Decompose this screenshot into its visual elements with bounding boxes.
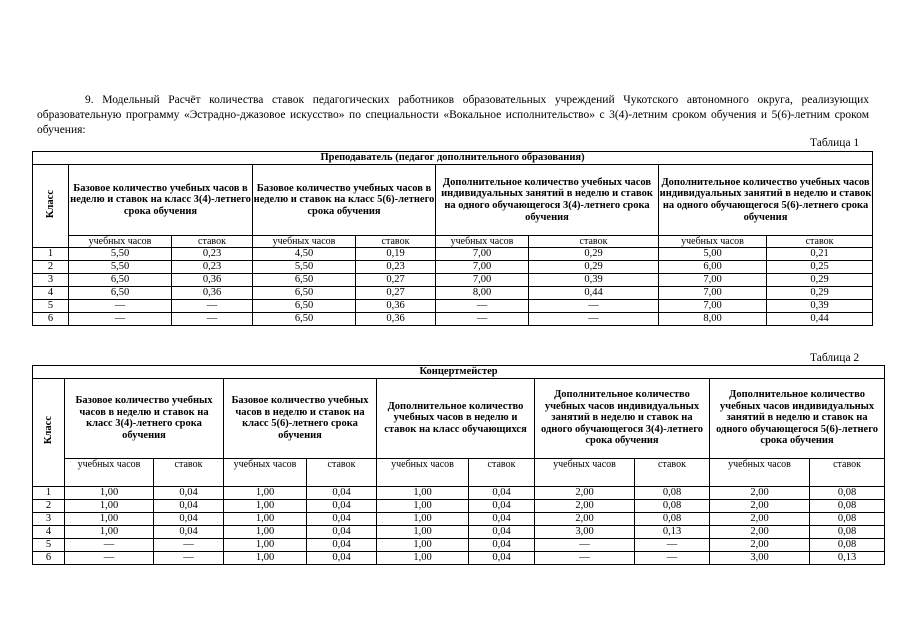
value-cell: 0,25 [767,261,873,274]
value-cell: 0,04 [469,499,535,512]
value-cell: 6,00 [659,261,767,274]
table2-group-header: Базовое количество учебных часов в неделю и ставок на класс 5(6)-летнего срока обучения [224,378,377,458]
value-cell: 0,39 [529,274,659,287]
value-cell: 1,00 [65,499,154,512]
value-cell: 0,21 [767,248,873,261]
table-row [33,261,873,274]
table1-group-header: Базовое количество учебных часов в неделю и ставок на класс 5(6)-летнего срока обучения [253,165,436,236]
table2-group-header: Дополнительное количество учебных часов индивидуальных занятий в неделю и ставок на одного обучающегося 3(4)-летнего срока обучения [535,378,710,458]
value-cell: 2,00 [710,499,810,512]
table1-sub-rates: ставок [767,236,873,248]
value-cell: 0,27 [356,274,436,287]
value-cell: — [529,313,659,326]
value-cell: 1,00 [377,525,469,538]
value-cell: 0,13 [810,551,885,564]
value-cell: 2,00 [535,486,635,499]
value-cell: 6,50 [253,313,356,326]
table-row [33,551,885,564]
value-cell: 0,36 [356,313,436,326]
value-cell: — [529,300,659,313]
value-cell: 6,50 [69,287,172,300]
value-cell: 0,29 [529,261,659,274]
class-number-cell: 4 [33,525,65,538]
value-cell: 0,04 [307,551,377,564]
value-cell: 7,00 [659,287,767,300]
value-cell: — [436,300,529,313]
table2-group-header: Дополнительное количество учебных часов в неделю и ставок на класс обучающихся [377,378,535,458]
value-cell: — [436,313,529,326]
value-cell: 2,00 [535,512,635,525]
table1-sub-rates: ставок [172,236,253,248]
table1-sub-rates: ставок [529,236,659,248]
value-cell: 2,00 [710,525,810,538]
value-cell: 2,00 [710,486,810,499]
value-cell: 1,00 [377,486,469,499]
value-cell: — [172,300,253,313]
value-cell: 6,50 [253,300,356,313]
value-cell: 3,00 [535,525,635,538]
value-cell: — [154,551,224,564]
value-cell: 0,04 [469,538,535,551]
value-cell: 0,36 [172,274,253,287]
value-cell: 0,08 [810,538,885,551]
table1-class-label: Класс [44,190,56,219]
value-cell: — [535,538,635,551]
value-cell: 1,00 [65,486,154,499]
value-cell: 8,00 [436,287,529,300]
class-number-cell: 5 [33,538,65,551]
table-row [33,300,873,313]
value-cell: 7,00 [436,274,529,287]
table2-class-header [33,378,65,486]
table-accompanist [32,365,885,565]
value-cell: 4,50 [253,248,356,261]
value-cell: 8,00 [659,313,767,326]
table1-sub-hours: учебных часов [69,236,172,248]
table1-sub-rates: ставок [356,236,436,248]
value-cell: 1,00 [224,525,307,538]
value-cell: 1,00 [377,551,469,564]
value-cell: 0,27 [356,287,436,300]
value-cell: 0,04 [469,486,535,499]
table1-group-header: Дополнительное количество учебных часов индивидуальных занятий в неделю и ставок на одного обучающегося 3(4)-летнего срока обучения [436,165,659,236]
value-cell: 0,04 [469,551,535,564]
value-cell: — [635,538,710,551]
value-cell: 1,00 [65,525,154,538]
class-number-cell: 1 [33,486,65,499]
value-cell: 5,50 [69,261,172,274]
value-cell: 0,08 [810,499,885,512]
table-row [33,313,873,326]
value-cell: 0,08 [810,512,885,525]
value-cell: — [69,313,172,326]
intro-paragraph: 9. Модельный Расчёт количества ставок педагогических работников образовательных учреждений Чукотского автономного округа, реализующих образовательную программу «Эстрадно-джазовое искусство» по специальности «Вокальное исполнительство» с 3(4)-летним сроком обучения и 5(6)-летним сроком обучения: [37,94,869,136]
class-number-cell: 4 [33,287,69,300]
table2-sub-hours: учебных часов [377,458,469,486]
table2-sub-rates: ставок [307,458,377,486]
value-cell: 1,00 [224,499,307,512]
value-cell: 0,19 [356,248,436,261]
table1-group-header: Дополнительное количество учебных часов индивидуальных занятий в неделю и ставок на одного обучающегося 5(6)-летнего срока обучения [659,165,873,236]
table2-caption: Таблица 2 [810,352,860,364]
value-cell: 7,00 [436,261,529,274]
value-cell: 6,50 [253,287,356,300]
value-cell: 0,23 [172,248,253,261]
value-cell: 0,04 [154,486,224,499]
table2-sub-hours: учебных часов [535,458,635,486]
class-number-cell: 5 [33,300,69,313]
table2-sub-rates: ставок [469,458,535,486]
table2-title: Концертмейстер [33,366,885,379]
table2-sub-hours: учебных часов [65,458,154,486]
value-cell: 0,04 [307,499,377,512]
table-row [33,287,873,300]
value-cell: 0,23 [172,261,253,274]
value-cell: — [65,538,154,551]
value-cell: 2,00 [710,512,810,525]
value-cell: 0,23 [356,261,436,274]
value-cell: 0,08 [810,525,885,538]
value-cell: 0,29 [767,287,873,300]
value-cell: 0,04 [154,525,224,538]
value-cell: 1,00 [377,538,469,551]
table-teacher [32,151,873,326]
table2-sub-hours: учебных часов [710,458,810,486]
value-cell: 0,08 [635,512,710,525]
value-cell: 1,00 [224,551,307,564]
table1-sub-hours: учебных часов [436,236,529,248]
class-number-cell: 6 [33,551,65,564]
value-cell: — [535,551,635,564]
table-row [33,512,885,525]
value-cell: 0,29 [529,248,659,261]
value-cell: 7,00 [659,274,767,287]
value-cell: 0,08 [810,486,885,499]
value-cell: 5,50 [69,248,172,261]
value-cell: — [635,551,710,564]
table2-sub-rates: ставок [154,458,224,486]
value-cell: 0,44 [767,313,873,326]
value-cell: 0,04 [469,525,535,538]
value-cell: 0,04 [154,512,224,525]
value-cell: 1,00 [377,512,469,525]
class-number-cell: 2 [33,261,69,274]
table2-sub-rates: ставок [810,458,885,486]
value-cell: 7,00 [436,248,529,261]
value-cell: — [65,551,154,564]
table2-sub-hours: учебных часов [224,458,307,486]
table1-title: Преподаватель (педагог дополнительного образования) [33,152,873,165]
table-row [33,499,885,512]
table2-group-header: Дополнительное количество учебных часов индивидуальных занятий в неделю и ставок на одного обучающегося 5(6)-летнего срока обучения [710,378,885,458]
table1-caption: Таблица 1 [810,137,860,149]
class-number-cell: 1 [33,248,69,261]
value-cell: 1,00 [224,486,307,499]
table2-group-header: Базовое количество учебных часов в неделю и ставок на класс 3(4)-летнего срока обучения [65,378,224,458]
class-number-cell: 6 [33,313,69,326]
table1-group-header: Базовое количество учебных часов в неделю и ставок на класс 3(4)-летнего срока обучения [69,165,253,236]
value-cell: 6,50 [253,274,356,287]
value-cell: 7,00 [659,300,767,313]
value-cell: 0,08 [635,486,710,499]
value-cell: 0,36 [172,287,253,300]
value-cell: 2,00 [710,538,810,551]
value-cell: 1,00 [224,512,307,525]
value-cell: 0,08 [635,499,710,512]
value-cell: 5,50 [253,261,356,274]
table1-sub-hours: учебных часов [659,236,767,248]
value-cell: 5,00 [659,248,767,261]
table-row [33,538,885,551]
value-cell: 0,39 [767,300,873,313]
value-cell: 1,00 [224,538,307,551]
value-cell: 6,50 [69,274,172,287]
value-cell: — [172,313,253,326]
table-row [33,525,885,538]
value-cell: 0,13 [635,525,710,538]
table1-sub-hours: учебных часов [253,236,356,248]
value-cell: 0,44 [529,287,659,300]
value-cell: 2,00 [535,499,635,512]
value-cell: 0,04 [307,525,377,538]
value-cell: 0,29 [767,274,873,287]
value-cell: 0,04 [469,512,535,525]
value-cell: 0,04 [307,512,377,525]
value-cell: 0,36 [356,300,436,313]
table2-sub-rates: ставок [635,458,710,486]
table-row [33,248,873,261]
value-cell: — [154,538,224,551]
value-cell: 1,00 [65,512,154,525]
value-cell: 3,00 [710,551,810,564]
table1-class-header [33,165,69,248]
value-cell: 1,00 [377,499,469,512]
class-number-cell: 2 [33,499,65,512]
value-cell: 0,04 [154,499,224,512]
table2-class-label: Класс [42,416,54,445]
value-cell: 0,04 [307,538,377,551]
class-number-cell: 3 [33,512,65,525]
value-cell: — [69,300,172,313]
table-row [33,486,885,499]
value-cell: 0,04 [307,486,377,499]
class-number-cell: 3 [33,274,69,287]
table-row [33,274,873,287]
